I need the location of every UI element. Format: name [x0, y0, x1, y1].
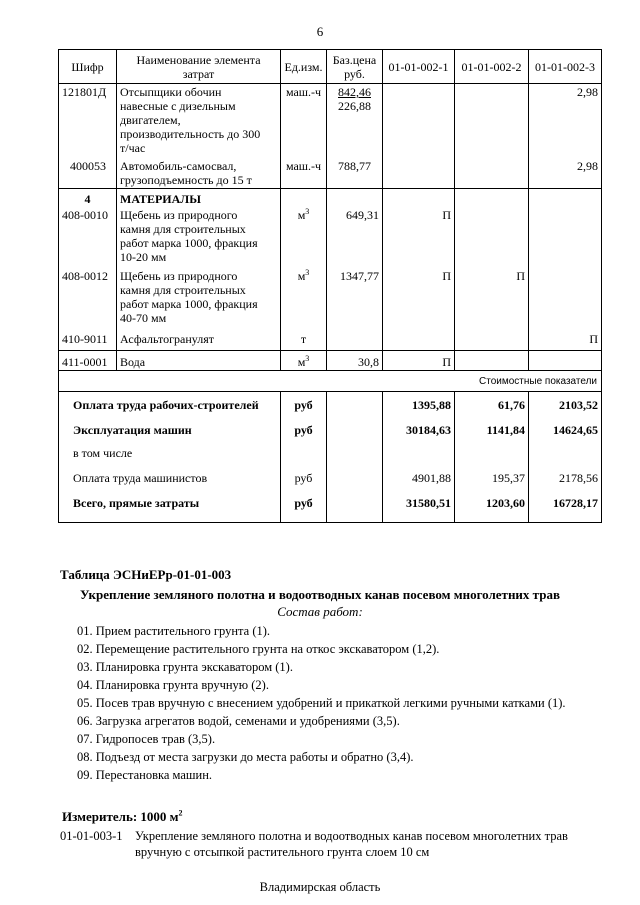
row-name: Щебень из природного камня для строительных работ марка 1000, фракция 40-70 мм: [117, 265, 281, 326]
page-number: 6: [316, 24, 324, 39]
header-name: Наименование элемента затрат: [117, 50, 281, 84]
resource-table: [58, 49, 602, 523]
summary-c1: 4901,88: [383, 463, 455, 488]
work-item: 03. Планировка грунта экскаватором (1).: [77, 660, 293, 674]
row-c3: 2,98: [529, 84, 602, 157]
section-subtitle: Укрепление земляного полотна и водоотводных канав посевом многолетних трав: [80, 587, 560, 602]
summary-c1: 1395,88: [383, 392, 455, 416]
composition-label: Состав работ:: [277, 604, 363, 619]
summary-label: Оплата труда рабочих-строителей: [59, 392, 281, 416]
row-price: 649,31: [327, 207, 383, 265]
summary-c1: 31580,51: [383, 488, 455, 523]
table-row: [59, 84, 602, 157]
row-c2: [455, 84, 529, 157]
row-c2: [455, 156, 529, 189]
item-code: 01-01-003-1: [60, 829, 123, 843]
row-c2: [455, 351, 529, 371]
summary-row: [59, 415, 602, 440]
row-unit: $м^3$: [281, 351, 327, 371]
summary-c3: 16728,17: [529, 488, 602, 523]
summary-c3: 2103,52: [529, 392, 602, 416]
summary-row: [59, 463, 602, 488]
item-description-cont: вручную с отсыпкой растительного грунта слоем 10 см: [135, 845, 430, 859]
header-price: Баз.цена руб.: [327, 50, 383, 84]
summary-unit: руб: [281, 488, 327, 523]
row-price: 788,77: [327, 156, 383, 189]
row-unit: маш.-ч: [281, 84, 327, 157]
table-row: [59, 326, 602, 351]
item-description: Укрепление земляного полотна и водоотводных канав посевом многолетних трав: [135, 829, 568, 843]
work-item: 05. Посев трав вручную с внесением удобрений и прикаткой легкими ручными катками (1).: [77, 696, 566, 710]
summary-label: Эксплуатация машин: [59, 415, 281, 440]
row-code: 400053: [59, 156, 117, 189]
section-title: МАТЕРИАЛЫ: [117, 189, 281, 208]
section-table-title: Таблица ЭСНиЕРр-01-01-003: [60, 567, 232, 582]
measure-unit: Измеритель: 1000 $м^2$: [62, 808, 183, 824]
row-price: 30,8: [327, 351, 383, 371]
header-col1: 01-01-002-1: [383, 50, 455, 84]
work-item: 02. Перемещение растительного грунта на откос экскаватором (1,2).: [77, 642, 440, 656]
summary-unit: руб: [281, 392, 327, 416]
table-row: [59, 265, 602, 326]
row-c1: [383, 326, 455, 351]
row-name: Асфальтогранулят: [117, 326, 281, 351]
row-unit: $м^3$: [281, 207, 327, 265]
row-c3: [529, 207, 602, 265]
work-item: 01. Прием растительного грунта (1).: [77, 624, 271, 638]
summary-c3: 14624,65: [529, 415, 602, 440]
header-unit: Ед.изм.: [281, 50, 327, 84]
summary-label: в том числе: [59, 440, 281, 463]
work-item: 08. Подъезд от места загрузки до места работы и обратно (3,4).: [77, 750, 414, 764]
row-code: 408-0012: [59, 265, 117, 326]
row-c1: [383, 156, 455, 189]
table-row: [59, 189, 602, 208]
summary-c1: 30184,63: [383, 415, 455, 440]
row-name: Вода: [117, 351, 281, 371]
header-col2: 01-01-002-2: [455, 50, 529, 84]
table-row: [59, 156, 602, 189]
row-unit: $м^3$: [281, 265, 327, 326]
work-item: 07. Гидропосев трав (3,5).: [77, 732, 216, 746]
work-item: 06. Загрузка агрегатов водой, семенами и удобрениями (3,5).: [77, 714, 400, 728]
row-c3: 2,98: [529, 156, 602, 189]
row-code: 121801Д: [59, 84, 117, 157]
row-c2: П: [455, 265, 529, 326]
summary-row: [59, 392, 602, 416]
row-code: 408-0010: [59, 207, 117, 265]
row-price: [327, 326, 383, 351]
row-c3: [529, 265, 602, 326]
cost-label-row: [59, 371, 602, 392]
summary-c2: 1203,60: [455, 488, 529, 523]
summary-c2: 1141,84: [455, 415, 529, 440]
table-row: [59, 207, 602, 265]
row-c1: П: [383, 265, 455, 326]
summary-c2: 195,37: [455, 463, 529, 488]
row-c2: [455, 207, 529, 265]
summary-unit: руб: [281, 415, 327, 440]
header-col3: 01-01-002-3: [529, 50, 602, 84]
summary-c3: 2178,56: [529, 463, 602, 488]
work-item: 09. Перестановка машин.: [77, 768, 213, 782]
cost-indicators-label: Стоимостные показатели: [59, 371, 602, 392]
row-code: 410-9011: [59, 326, 117, 351]
summary-row: [59, 440, 602, 463]
table-row: [59, 351, 602, 371]
header-shifr: Шифр: [59, 50, 117, 84]
section-number: 4: [59, 189, 117, 208]
row-c1: [383, 84, 455, 157]
work-item: 04. Планировка грунта вручную (2).: [77, 678, 269, 692]
row-c2: [455, 326, 529, 351]
row-unit: т: [281, 326, 327, 351]
row-price: 1347,77: [327, 265, 383, 326]
row-name: Автомобиль-самосвал, грузоподъемность до 15 т: [117, 156, 281, 189]
region-footer: Владимирская область: [259, 880, 381, 894]
row-name: Отсыпщики обочин навесные с дизельным двигателем, производительность до 300 т/час: [117, 84, 281, 157]
row-c1: П: [383, 207, 455, 265]
row-price: 842,46 226,88: [327, 84, 383, 157]
row-code: 411-0001: [59, 351, 117, 371]
table-header-row: [59, 50, 602, 84]
row-c3: [529, 351, 602, 371]
summary-label: Всего, прямые затраты: [59, 488, 281, 523]
summary-row: [59, 488, 602, 523]
summary-c2: 61,76: [455, 392, 529, 416]
row-c3: П: [529, 326, 602, 351]
row-name: Щебень из природного камня для строительных работ марка 1000, фракция 10-20 мм: [117, 207, 281, 265]
summary-label: Оплата труда машинистов: [59, 463, 281, 488]
row-unit: маш.-ч: [281, 156, 327, 189]
row-c1: П: [383, 351, 455, 371]
summary-unit: руб: [281, 463, 327, 488]
